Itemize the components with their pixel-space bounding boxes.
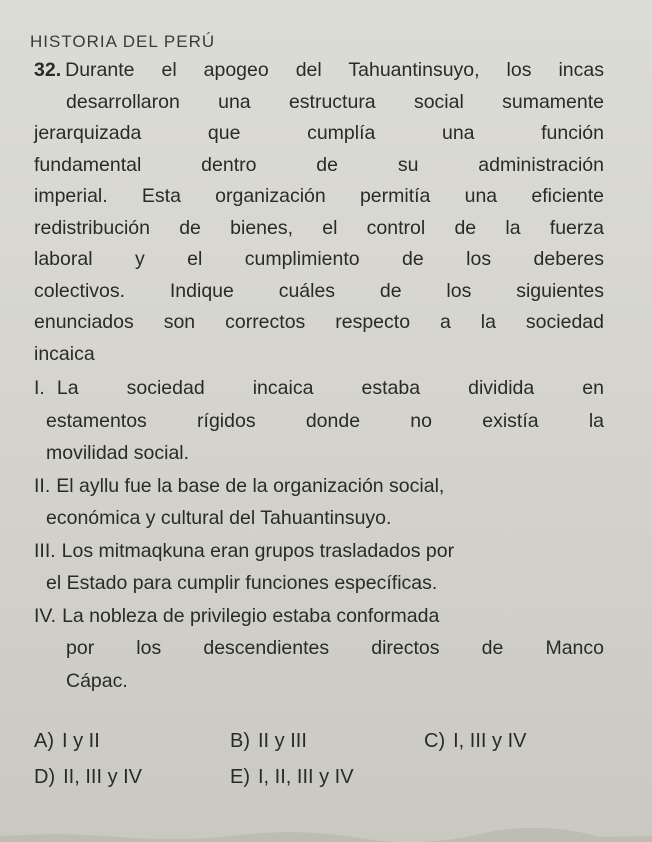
statement-text-line: el Estado para cumplir funciones específicas. bbox=[46, 572, 438, 594]
option-text: II y III bbox=[258, 730, 307, 752]
option-text: I, III y IV bbox=[453, 730, 527, 752]
page-bottom-edge bbox=[0, 828, 652, 842]
question-text-line: jerarquizada que cumplía una función bbox=[34, 122, 604, 144]
statement-i bbox=[34, 372, 604, 470]
statement-numeral: III. bbox=[34, 539, 56, 562]
option-text: I, II, III y IV bbox=[258, 766, 354, 788]
option-letter: E) bbox=[230, 766, 250, 788]
option-e[interactable] bbox=[230, 766, 354, 789]
question-text-line: redistribución de bienes, el control de la fuerza bbox=[34, 216, 604, 239]
statement-ii bbox=[34, 470, 604, 535]
statement-text-line: movilidad social. bbox=[46, 442, 190, 464]
statement-text-line: Cápac. bbox=[66, 669, 128, 692]
question-text-line: desarrollaron una estructura social sumamente bbox=[66, 90, 604, 113]
question-text-line: Durante el apogeo del Tahuantinsuyo, los incas bbox=[65, 59, 604, 81]
question-block bbox=[34, 55, 604, 697]
options-row-1 bbox=[34, 730, 614, 753]
option-c[interactable] bbox=[424, 730, 526, 753]
statement-text-line: El ayllu fue la base de la organización social, bbox=[56, 474, 445, 497]
statement-text-line: por los descendientes directos de Manco bbox=[66, 637, 604, 659]
statement-text-line: estamentos rígidos donde no existía la bbox=[46, 409, 604, 432]
option-letter: D) bbox=[34, 766, 56, 788]
option-letter: C) bbox=[424, 730, 446, 752]
options-row-2 bbox=[34, 766, 614, 789]
question-text-line: imperial. Esta organización permitía una eficiente bbox=[34, 185, 604, 207]
option-a[interactable] bbox=[34, 730, 230, 753]
statement-iii bbox=[34, 535, 604, 600]
statement-numeral: I. bbox=[34, 377, 45, 399]
subject-header: HISTORIA DEL PERÚ bbox=[30, 32, 216, 51]
statement-iv bbox=[34, 600, 604, 698]
question-line bbox=[34, 55, 604, 87]
question-text-line: enunciados son correctos respecto a la sociedad bbox=[34, 311, 604, 333]
statement-numeral: II. bbox=[34, 474, 51, 497]
statement-text-line: La sociedad incaica estaba dividida en bbox=[56, 377, 604, 399]
option-letter: A) bbox=[34, 730, 54, 752]
statement-text-line: económica y cultural del Tahuantinsuyo. bbox=[46, 507, 392, 529]
question-number: 32. bbox=[34, 59, 62, 81]
question-text-line: fundamental dentro de su administración bbox=[34, 153, 604, 176]
option-d[interactable] bbox=[34, 766, 230, 789]
statement-numeral: IV. bbox=[34, 604, 57, 627]
statement-text-line: La nobleza de privilegio estaba conformada bbox=[62, 604, 440, 627]
statement-text-line: Los mitmaqkuna eran grupos trasladados por bbox=[61, 539, 455, 562]
option-text: II, III y IV bbox=[63, 766, 143, 788]
question-text-line: colectivos. Indique cuáles de los siguientes bbox=[34, 279, 604, 302]
option-text: I y II bbox=[62, 730, 100, 752]
question-text-line: laboral y el cumplimiento de los deberes bbox=[34, 248, 604, 270]
option-letter: B) bbox=[230, 730, 250, 752]
question-text-line: incaica bbox=[34, 342, 95, 365]
option-b[interactable] bbox=[230, 730, 424, 753]
